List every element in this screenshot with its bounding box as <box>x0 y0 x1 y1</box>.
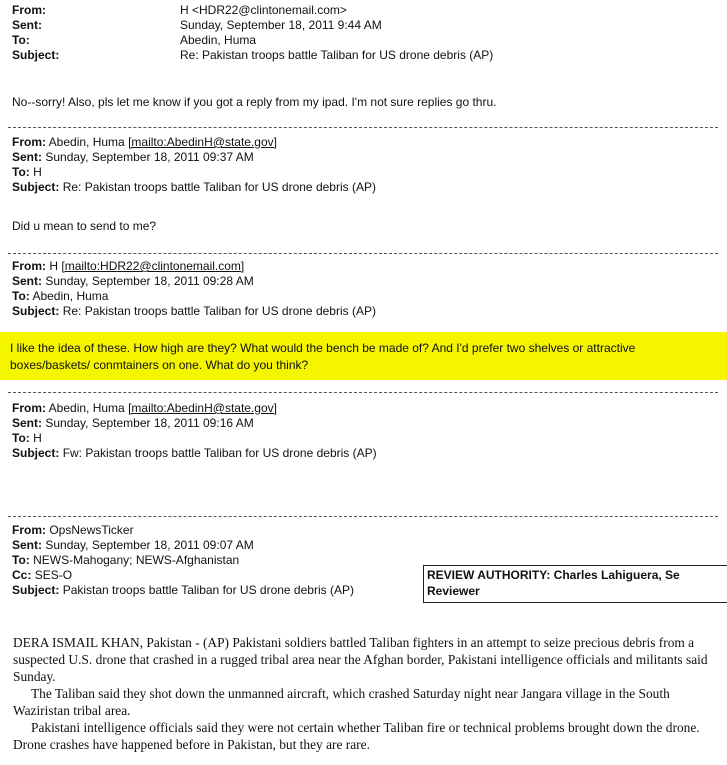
to-label: To: <box>12 553 30 567</box>
reviewer-line: Reviewer <box>427 584 480 598</box>
sent-value: Sunday, September 18, 2011 09:37 AM <box>45 150 254 164</box>
email2-body: Did u mean to send to me? <box>12 219 157 233</box>
email3-header <box>12 259 376 319</box>
separator <box>8 253 718 254</box>
to-value: H <box>33 431 42 445</box>
email1-body: No--sorry! Also, pls let me know if you got a reply from my ipad. I'm not sure replies go thru. <box>12 95 497 109</box>
subject-value: Re: Pakistan troops battle Taliban for US drone debris (AP) <box>62 304 376 318</box>
review-authority-box <box>423 565 727 603</box>
email4-header <box>12 401 377 461</box>
to-value: Abedin, Huma <box>32 289 109 303</box>
sent-value: Sunday, September 18, 2011 9:44 AM <box>180 18 382 32</box>
from-value: Abedin, Huma <box>48 135 125 149</box>
sent-label: Sent: <box>12 538 42 552</box>
sent-value: Sunday, September 18, 2011 09:07 AM <box>45 538 254 552</box>
subject-value: Re: Pakistan troops battle Taliban for US drone debris (AP) <box>62 180 376 194</box>
mailto-link[interactable]: [mailto:AbedinH@state.gov] <box>128 401 277 415</box>
email2-header <box>12 135 376 195</box>
from-value: OpsNewsTicker <box>49 523 134 537</box>
cc-value: SES-O <box>34 568 73 582</box>
sent-value: Sunday, September 18, 2011 09:28 AM <box>45 274 254 288</box>
email1-header <box>12 3 493 63</box>
to-value: NEWS-Mahogany; NEWS-Afghanistan <box>33 553 240 567</box>
from-label: From: <box>12 3 46 17</box>
from-label: From: <box>12 135 46 149</box>
sent-label: Sent: <box>12 274 42 288</box>
mailto-link[interactable]: [mailto:AbedinH@state.gov] <box>128 135 277 149</box>
subject-label: Subject: <box>12 304 60 318</box>
to-label: To: <box>12 289 30 303</box>
email3-body-line1: I like the idea of these. How high are they? What would the bench be made of? And I'd prefer two shelves or attractive <box>10 341 636 355</box>
from-value: H <HDR22@clintonemail.com> <box>180 3 347 17</box>
article-paragraph: The Taliban said they shot down the unmanned aircraft, which crashed Saturday night near Jangara village in the South Waziristan tribal area. <box>13 686 670 718</box>
article-paragraph: DERA ISMAIL KHAN, Pakistan - (AP) Pakistani soldiers battled Taliban fighters in an attempt to seize precious debris from a suspected U.S. drone that crashed in a rugged tribal area near the Afghan border, Pakistani intelligence officials and militants said Sunday. <box>13 635 708 684</box>
sent-label: Sent: <box>12 416 42 430</box>
subject-value: Fw: Pakistan troops battle Taliban for US drone debris (AP) <box>62 446 377 460</box>
subject-label: Subject: <box>12 446 60 460</box>
email5-header <box>12 523 354 598</box>
to-label: To: <box>12 165 30 179</box>
to-label: To: <box>12 33 30 47</box>
email3-body-line2: boxes/baskets/ conmtainers on one. What do you think? <box>10 358 309 372</box>
subject-label: Subject: <box>12 180 60 194</box>
to-label: To: <box>12 431 30 445</box>
from-value: H <box>49 259 59 273</box>
mailto-link[interactable]: [mailto:HDR22@clintonemail.com] <box>61 259 245 273</box>
from-label: From: <box>12 259 46 273</box>
cc-label: Cc: <box>12 568 32 582</box>
sent-label: Sent: <box>12 150 42 164</box>
sent-label: Sent: <box>12 18 42 32</box>
subject-value: Pakistan troops battle Taliban for US drone debris (AP) <box>62 583 354 597</box>
news-article <box>13 634 725 753</box>
from-value: Abedin, Huma <box>48 401 125 415</box>
separator <box>8 127 718 128</box>
review-authority-line: REVIEW AUTHORITY: Charles Lahiguera, Se <box>427 568 680 582</box>
from-label: From: <box>12 401 46 415</box>
sent-value: Sunday, September 18, 2011 09:16 AM <box>45 416 254 430</box>
subject-label: Subject: <box>12 583 60 597</box>
separator <box>8 516 718 517</box>
separator <box>8 392 718 393</box>
from-label: From: <box>12 523 46 537</box>
subject-value: Re: Pakistan troops battle Taliban for US drone debris (AP) <box>180 48 494 62</box>
to-value: Abedin, Huma <box>180 33 257 47</box>
article-paragraph: Pakistani intelligence officials said they were not certain whether Taliban fire or technical problems brought down the drone. Drone crashes have happened before in Pakistan, but they are rare. <box>13 720 700 752</box>
to-value: H <box>33 165 42 179</box>
subject-label: Subject: <box>12 48 60 62</box>
